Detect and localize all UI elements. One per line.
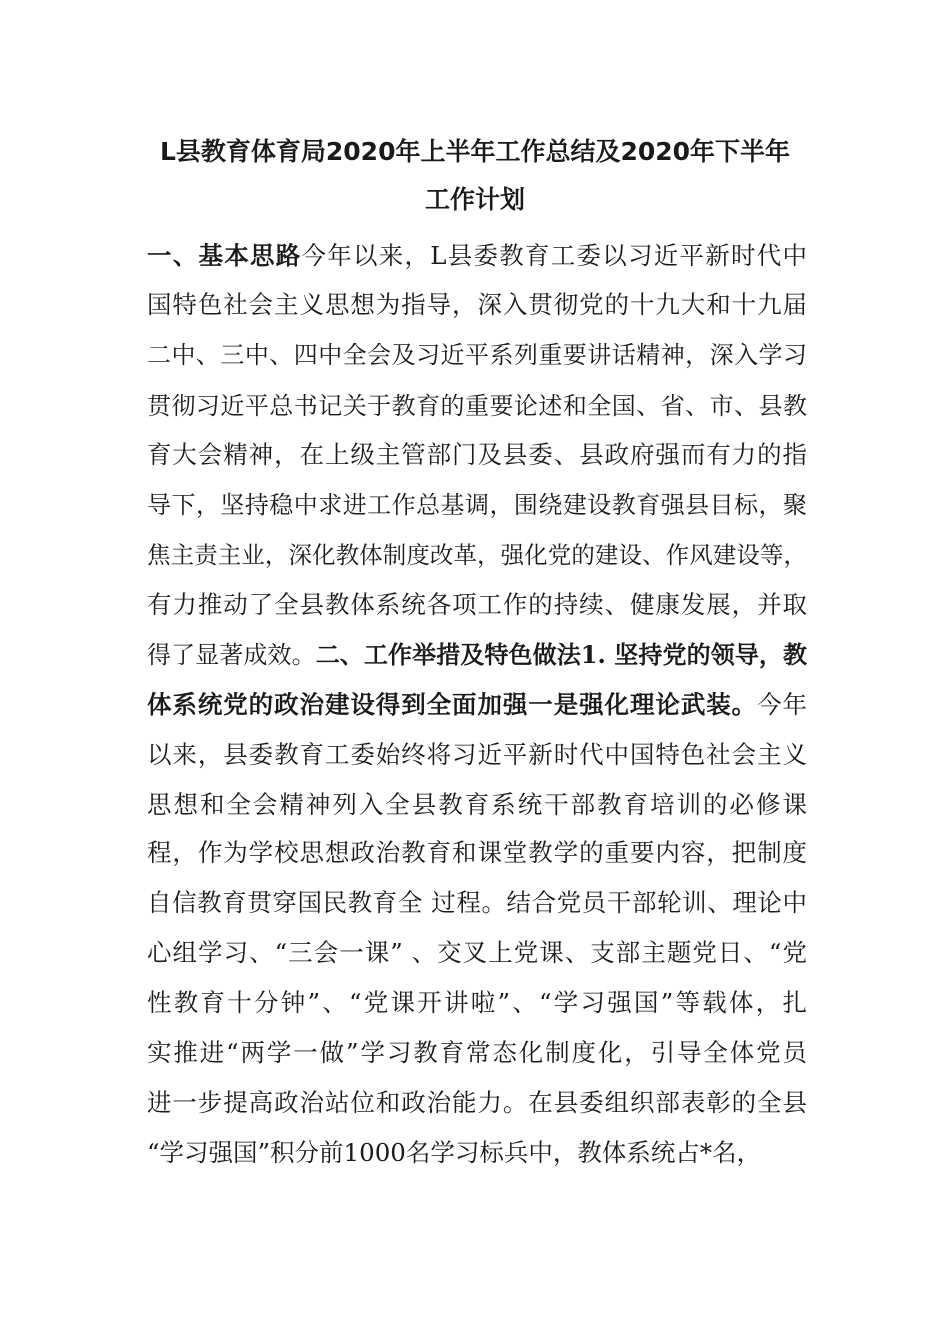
subsection-heading: 体系统党的政治建设得到全面加强一是强化理论武装。 — [147, 690, 758, 719]
body-text: 进一步提高政治站位和政治能力。在县委组织部表彰的全县 — [147, 1088, 807, 1117]
body-text: 得了显著成效。 — [147, 641, 316, 669]
body-text: 以来，县委教育工委始终将习近平新时代中国特色社会主义 — [147, 740, 807, 769]
body-line — [147, 740, 807, 770]
body-line — [147, 391, 807, 421]
body-text: 育大会精神，在上级主管部门及县委、县政府强而有力的指 — [147, 440, 807, 469]
body-text: “学习强国”积分前1000名学习标兵中，教体系统占*名， — [147, 1138, 762, 1167]
body-line — [147, 540, 807, 570]
body-text: 有力推动了全县教体系统各项工作的持续、健康发展，并取 — [147, 590, 807, 619]
body-text: 思想和全会精神列入全县教育系统干部教育培训的必修课 — [147, 790, 807, 819]
body-line — [147, 988, 807, 1018]
body-line — [147, 490, 807, 520]
body-line — [147, 241, 807, 271]
body-line — [147, 440, 807, 470]
body-line — [147, 590, 807, 620]
section-heading: 二、工作举措及特色做法 — [315, 641, 581, 669]
body-line — [147, 1038, 807, 1068]
body-text: 程，作为学校思想政治教育和课堂教学的重要内容，把制度 — [147, 838, 807, 867]
document-title-line-2: 工作计划 — [424, 185, 525, 214]
body-line — [147, 888, 807, 918]
body-line — [147, 640, 807, 670]
body-line — [147, 690, 807, 720]
body-text: 贯彻习近平总书记关于教育的重要论述和全国、省、市、县教 — [147, 392, 807, 420]
body-text: 二中、三中、四中全会及习近平系列重要讲话精神，深入学习 — [147, 341, 807, 369]
body-line — [147, 340, 807, 370]
body-text: 心组学习、“三会一课” 、交叉上党课、支部主题党日、“党 — [147, 938, 807, 967]
section-heading: 一、基本思路 — [147, 241, 302, 270]
body-line — [147, 1138, 807, 1168]
body-line — [147, 838, 807, 868]
subsection-heading: 1. 坚持党的领导，教 — [580, 640, 807, 669]
body-text: 国特色社会主义思想为指导，深入贯彻党的十九大和十九届 — [147, 290, 807, 319]
body-text: 焦主责主业，深化教体制度改革，强化党的建设、作风建设等， — [147, 541, 807, 569]
body-line — [147, 1088, 807, 1118]
body-line — [147, 290, 807, 320]
body-text: 今年以来，L县委教育工委以习近平新时代中 — [301, 241, 807, 270]
body-text: 自信教育贯穿国民教育全 过程。结合党员干部轮训、理论中 — [147, 888, 807, 917]
body-text: 实推进“两学一做”学习教育常态化制度化，引导全体党员 — [147, 1038, 807, 1067]
document-title-line-1: L县教育体育局2020年上半年工作总结及2020年下半年 — [159, 137, 791, 166]
body-text: 性教育十分钟”、“党课开讲啦”、“学习强国”等载体，扎 — [147, 988, 807, 1017]
body-line — [147, 790, 807, 820]
body-text: 今年 — [757, 690, 807, 719]
body-line — [147, 938, 807, 968]
body-text: 导下，坚持稳中求进工作总基调，围绕建设教育强县目标，聚 — [147, 491, 807, 519]
